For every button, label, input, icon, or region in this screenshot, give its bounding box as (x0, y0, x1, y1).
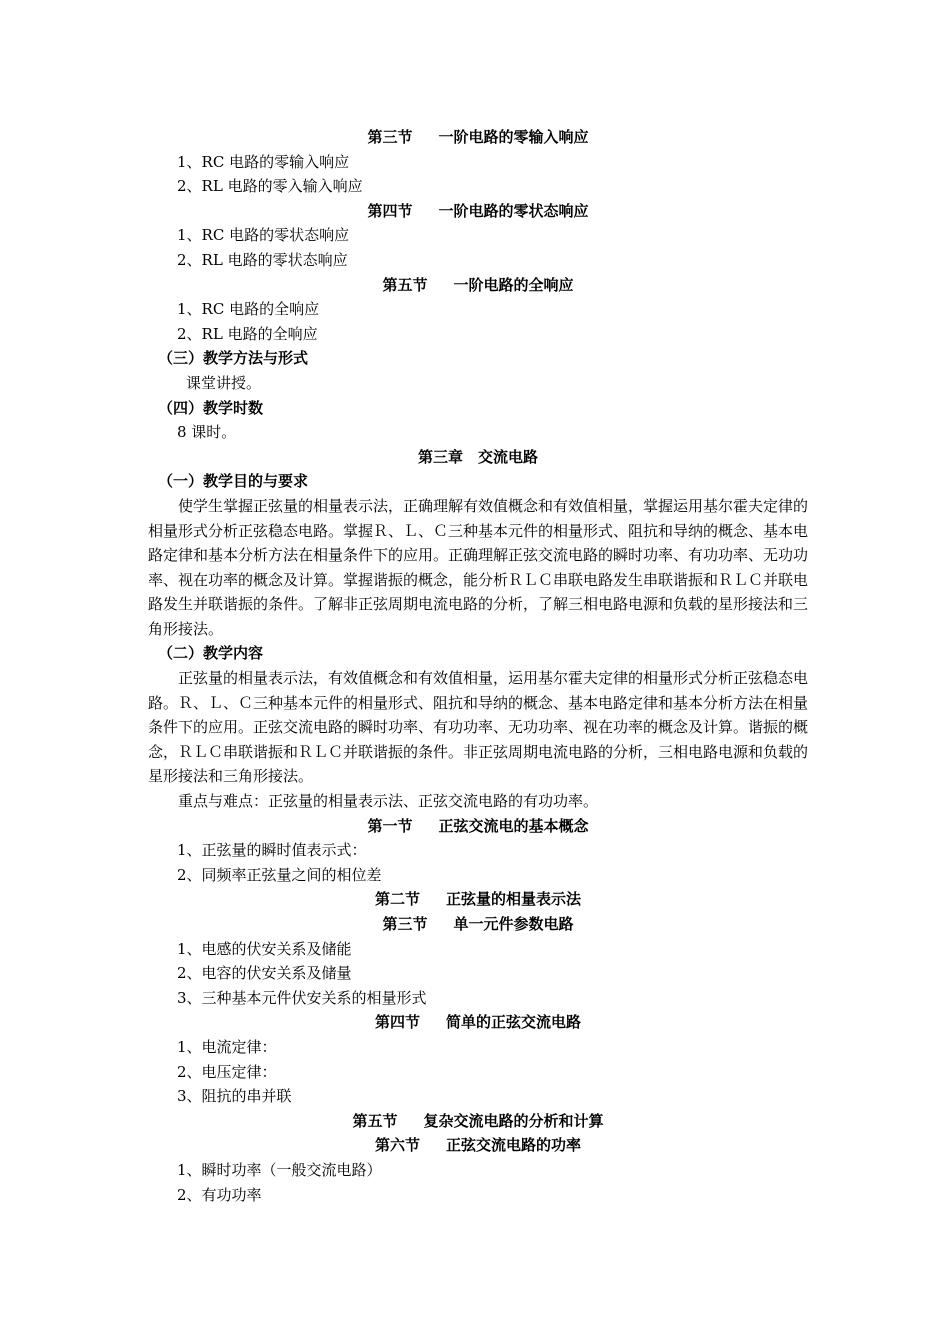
section-title (148, 199, 808, 224)
section-name: 简单的正弦交流电路 (446, 1013, 582, 1032)
section-title (148, 887, 808, 912)
section-name: 一阶电路的全响应 (453, 275, 574, 294)
section-number: 第三节 (382, 915, 428, 933)
goal-heading: （一）教学目的与要求 (158, 472, 309, 491)
section-number: 第四节 (374, 1013, 420, 1032)
list-item: 2、RL 电路的零入输入响应 (177, 177, 363, 196)
list-item: 1、RC 电路的全响应 (177, 300, 320, 319)
document-page (148, 125, 808, 1207)
list-item: 3、阻抗的串并联 (177, 1087, 292, 1106)
section-title (148, 125, 808, 150)
list-item: 1、瞬时功率（一般交流电路） (177, 1160, 382, 1179)
section-title (148, 1133, 808, 1158)
section-name: 正弦交流电的基本概念 (438, 816, 589, 835)
list-item: 3、三种基本元件伏安关系的相量形式 (177, 988, 427, 1007)
section-title (148, 814, 808, 839)
teaching-hours-text: 8 课时。 (177, 423, 237, 442)
list-item: 2、电压定律： (177, 1062, 277, 1081)
list-item: 2、RL 电路的全响应 (177, 324, 318, 343)
section-number: 第五节 (382, 275, 428, 294)
goal-paragraph: 使学生掌握正弦量的相量表示法，正确理解有效值概念和有效值相量，掌握运用基尔霍夫定律的相量形式分析正弦稳态电路。掌握Ｒ、Ｌ、Ｃ三种基本元件的相量形式、阻抗和导纳的概念、基本电路定律和基本分析方法在相量条件下的应用。正确理解正弦交流电路的瞬时功率、有功功率、无功功率、视在功率的概念及计算。掌握谐振的概念，能分析ＲＬＣ串联电路发生串联谐振和ＲＬＣ并联电路发生并联谐振的条件。了解非正弦周期电流电路的分析，了解三相电路电源和负载的星形接法和三角形接法。 (148, 496, 809, 638)
list-item: 1、电感的伏安关系及储能 (177, 939, 352, 958)
section-number: 第一节 (367, 816, 413, 835)
list-item: 1、RC 电路的零状态响应 (177, 226, 350, 245)
section-name: 单一元件参数电路 (453, 915, 574, 933)
list-item: 2、同频率正弦量之间的相位差 (177, 865, 382, 884)
teaching-method-text: 课堂讲授。 (186, 373, 262, 392)
section-title (148, 273, 808, 298)
section-name: 一阶电路的零输入响应 (438, 128, 589, 146)
content-paragraph: 正弦量的相量表示法，有效值概念和有效值相量，运用基尔霍夫定律的相量形式分析正弦稳态电路。Ｒ、Ｌ、Ｃ三种基本元件的相量形式、阻抗和导纳的概念、基本电路定律和基本分析方法在相量条件下的应用。正弦交流电路的瞬时功率、有功功率、无功功率、视在功率的概念及计算。谐振的概念，ＲＬＣ串联谐振和ＲＬＣ并联谐振的条件。非正弦周期电流电路的分析，三相电路电源和负载的星形接法和三角形接法。 (148, 669, 809, 786)
section-number: 第五节 (352, 1111, 398, 1130)
list-item: 1、正弦量的瞬时值表示式： (177, 841, 367, 860)
list-item: 2、有功功率 (177, 1185, 262, 1204)
key-points-text: 重点与难点：正弦量的相量表示法、正弦交流电路的有功功率。 (178, 792, 599, 811)
section-number: 第四节 (367, 201, 413, 220)
list-item: 1、RC 电路的零输入响应 (177, 152, 350, 171)
section-name: 正弦交流电路的功率 (446, 1136, 582, 1155)
section-name: 复杂交流电路的分析和计算 (423, 1111, 604, 1130)
section-title (148, 1109, 808, 1134)
list-item: 2、RL 电路的零状态响应 (177, 250, 348, 269)
teaching-hours-heading: （四）教学时数 (158, 398, 264, 417)
section-title (148, 912, 808, 937)
teaching-method-heading: （三）教学方法与形式 (158, 349, 309, 368)
list-item: 2、电容的伏安关系及储量 (177, 964, 352, 983)
section-name: 一阶电路的零状态响应 (438, 201, 589, 220)
list-item: 1、电流定律： (177, 1037, 277, 1056)
chapter-title: 第三章 交流电路 (417, 447, 538, 466)
content-heading: （二）教学内容 (158, 644, 264, 663)
section-title (148, 1010, 808, 1035)
section-name: 正弦量的相量表示法 (446, 890, 582, 909)
section-number: 第二节 (374, 890, 420, 909)
section-number: 第六节 (374, 1136, 420, 1155)
section-number: 第三节 (367, 128, 413, 146)
